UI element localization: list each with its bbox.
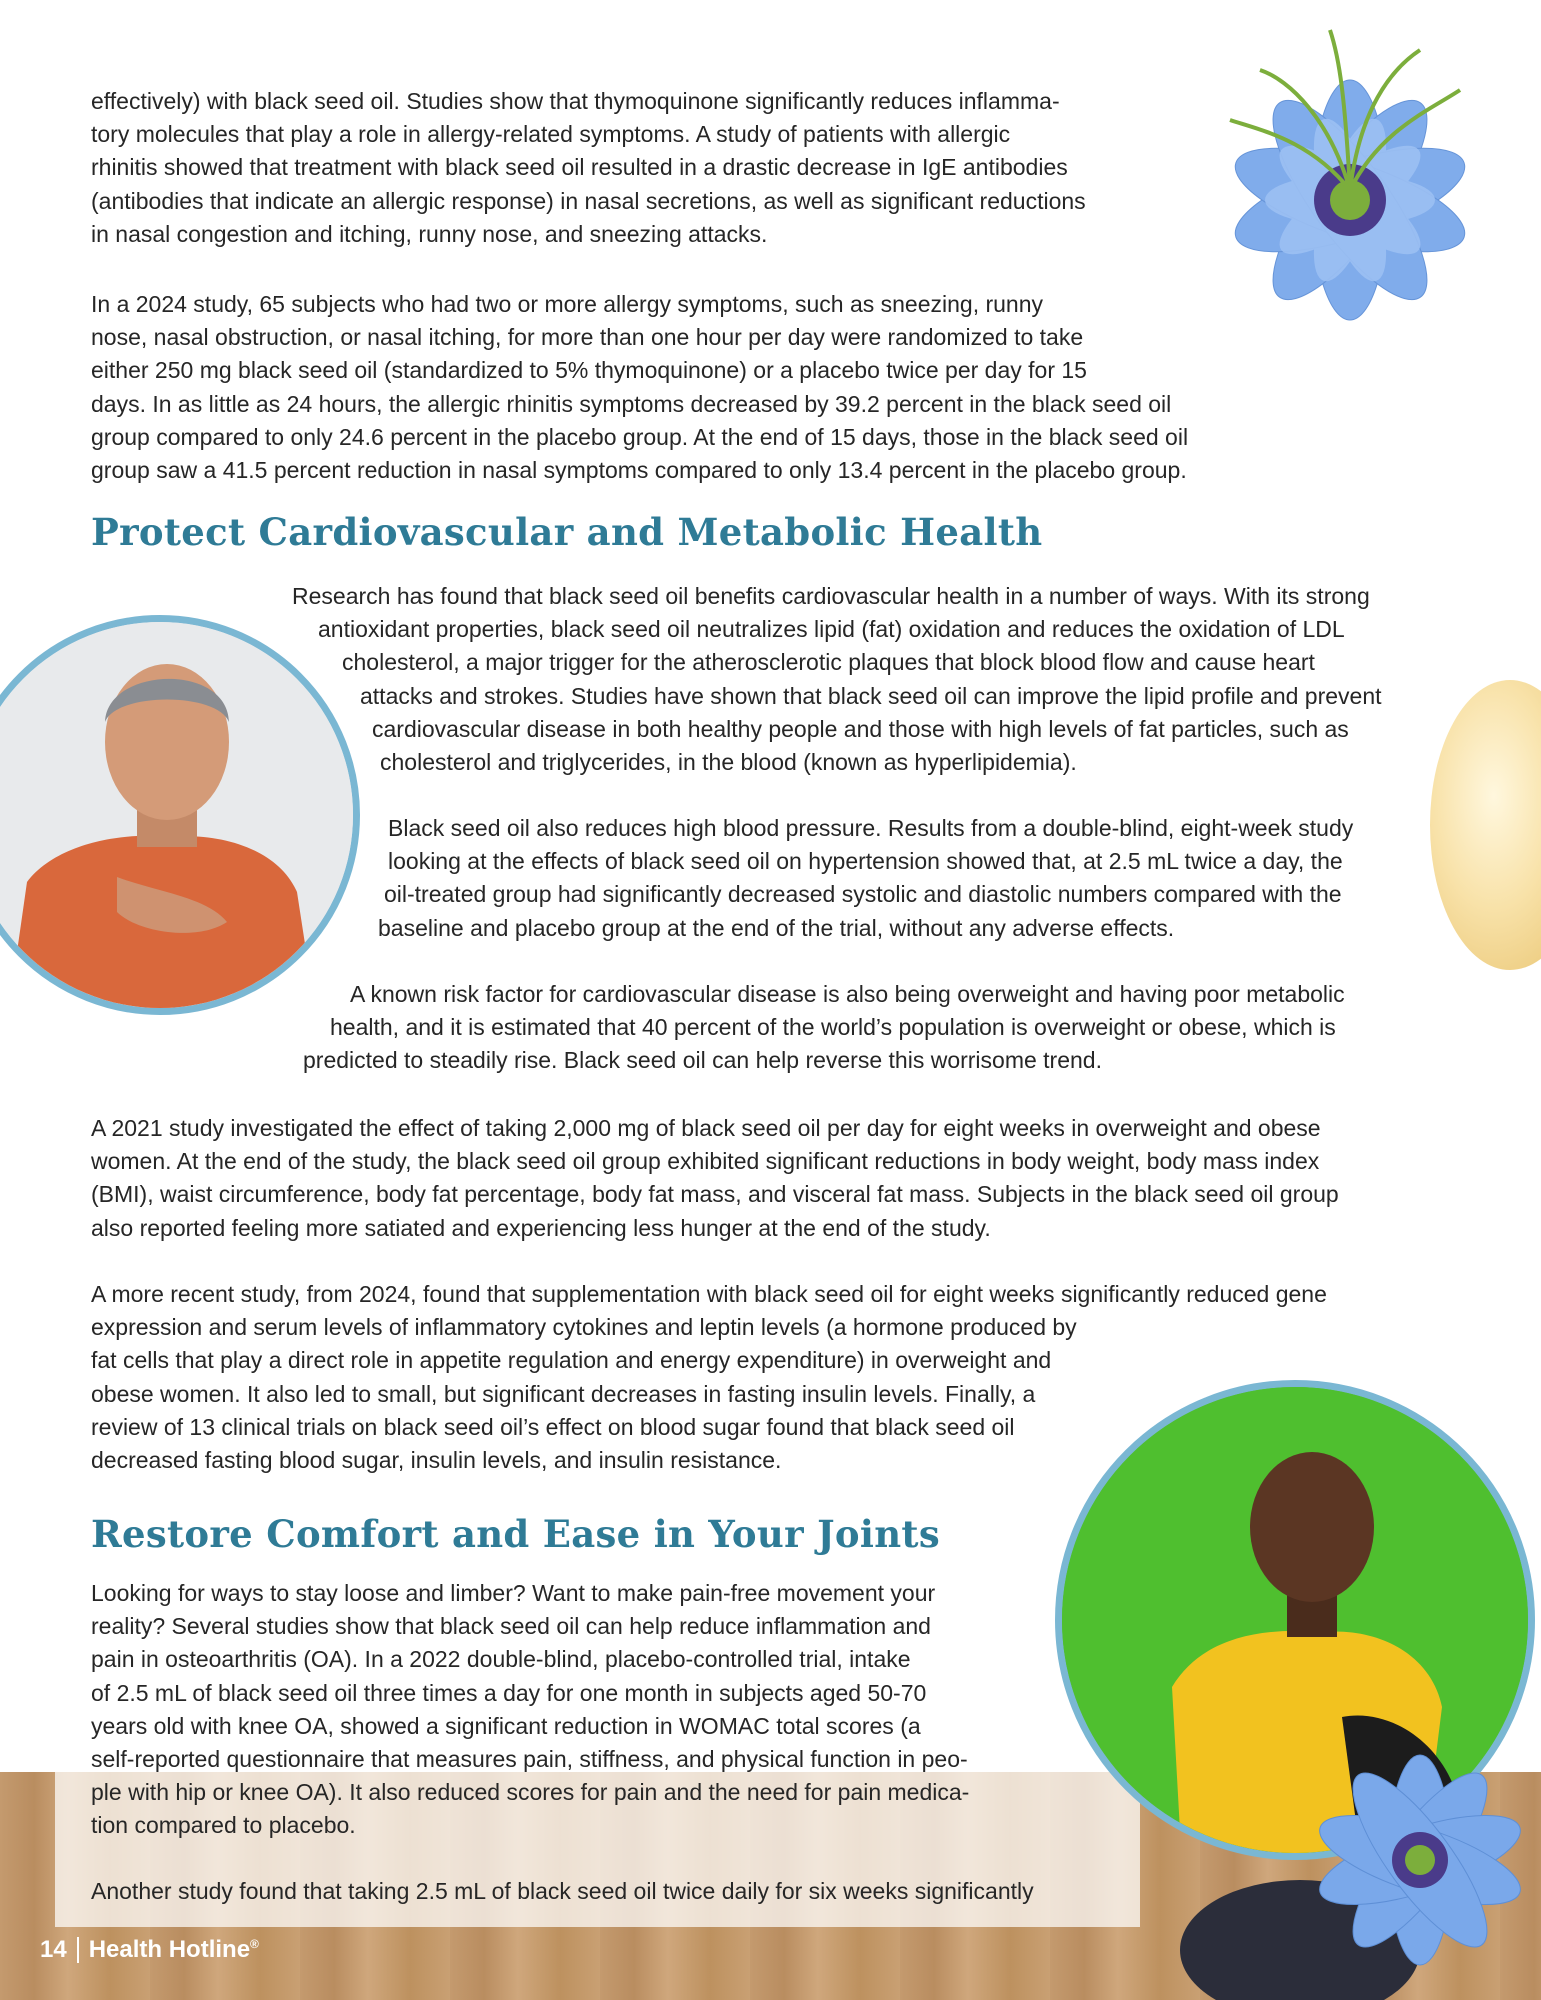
text-line: fat cells that play a direct role in appetite regulation and energy expenditure) in overweight and bbox=[91, 1347, 1052, 1374]
text-line: pain in osteoarthritis (OA). In a 2022 double-blind, placebo-controlled trial, intake bbox=[91, 1646, 911, 1673]
text-line: expression and serum levels of inflammatory cytokines and leptin levels (a hormone produced by bbox=[91, 1314, 1077, 1341]
text-line: antioxidant properties, black seed oil neutralizes lipid (fat) oxidation and reduces the oxidation of LDL bbox=[318, 616, 1345, 643]
text-line: attacks and strokes. Studies have shown that black seed oil can improve the lipid profile and prevent bbox=[360, 682, 1382, 709]
page-footer bbox=[40, 1932, 259, 1968]
text-line: baseline and placebo group at the end of the trial, without any adverse effects. bbox=[378, 914, 1175, 941]
paragraph-blood-pressure bbox=[0, 812, 1353, 945]
text-line: self-reported questionnaire that measures pain, stiffness, and physical function in peo- bbox=[91, 1746, 968, 1773]
text-line: A more recent study, from 2024, found that supplementation with black seed oil for eight weeks significantly reduced gene bbox=[91, 1281, 1327, 1307]
text-line: group compared to only 24.6 percent in the placebo group. At the end of 15 days, those in the black seed oil bbox=[91, 423, 1189, 450]
heading-cardiovascular: Protect Cardiovascular and Metabolic Health bbox=[91, 510, 1043, 554]
text-line: ple with hip or knee OA). It also reduced scores for pain and the need for pain medica- bbox=[91, 1779, 970, 1806]
text-line: rhinitis showed that treatment with black seed oil resulted in a drastic decrease in IgE antibodies bbox=[91, 154, 1068, 181]
text-line: effectively) with black seed oil. Studies show that thymoquinone significantly reduces inflamma- bbox=[91, 88, 1060, 114]
oil-capsule-icon bbox=[1430, 680, 1541, 970]
text-line: Black seed oil also reduces high blood pressure. Results from a double-blind, eight-week study bbox=[388, 815, 1354, 841]
paragraph-allergy-study bbox=[91, 288, 1188, 487]
paragraph-another-study bbox=[91, 1875, 1034, 1908]
text-line: (BMI), waist circumference, body fat percentage, body fat mass, and visceral fat mass. Subjects in the black seed oil group bbox=[91, 1181, 1339, 1208]
text-line: nose, nasal obstruction, or nasal itching, for more than one hour per day were randomized to take bbox=[91, 324, 1084, 351]
paragraph-joints-study bbox=[91, 1577, 969, 1843]
text-line: cholesterol and triglycerides, in the blood (known as hyperlipidemia). bbox=[380, 749, 1077, 776]
text-line: oil-treated group had significantly decreased systolic and diastolic numbers compared with the bbox=[384, 881, 1342, 908]
paragraph-metabolic-risk bbox=[0, 978, 1345, 1078]
nigella-flower-seeds-icon bbox=[1180, 1720, 1541, 2000]
text-line: looking at the effects of black seed oil on hypertension showed that, at 2.5 mL twice a day, the bbox=[388, 848, 1343, 875]
text-line: Another study found that taking 2.5 mL of black seed oil twice daily for six weeks significantly bbox=[91, 1878, 1034, 1904]
text-line: years old with knee OA, showed a significant reduction in WOMAC total scores (a bbox=[91, 1712, 921, 1739]
text-line: In a 2024 study, 65 subjects who had two or more allergy symptoms, such as sneezing, runny bbox=[91, 291, 1044, 317]
paragraph-2024-study bbox=[91, 1278, 1327, 1477]
text-line: cardiovascular disease in both healthy people and those with high levels of fat particles, such as bbox=[372, 715, 1349, 742]
text-line: tory molecules that play a role in allergy-related symptoms. A study of patients with allergic bbox=[91, 121, 1011, 148]
paragraph-2021-study bbox=[91, 1112, 1339, 1245]
paragraph-allergy-intro bbox=[91, 85, 1086, 251]
heading-joints: Restore Comfort and Ease in Your Joints bbox=[91, 1512, 940, 1556]
page-number: 14 bbox=[40, 1936, 67, 1963]
text-line: of 2.5 mL of black seed oil three times a day for one month in subjects aged 50-70 bbox=[91, 1679, 927, 1706]
text-line: Looking for ways to stay loose and limber? Want to make pain-free movement your bbox=[91, 1580, 936, 1606]
text-line: A known risk factor for cardiovascular disease is also being overweight and having poor metabolic bbox=[350, 981, 1345, 1007]
text-line: days. In as little as 24 hours, the allergic rhinitis symptoms decreased by 39.2 percent in the black seed oil bbox=[91, 390, 1172, 417]
text-line: group saw a 41.5 percent reduction in nasal symptoms compared to only 13.4 percent in the placebo group. bbox=[91, 457, 1187, 484]
text-line: (antibodies that indicate an allergic response) in nasal secretions, as well as significant reductions bbox=[91, 187, 1086, 214]
text-line: cholesterol, a major trigger for the atherosclerotic plaques that block blood flow and cause heart bbox=[342, 649, 1315, 676]
text-line: either 250 mg black seed oil (standardized to 5% thymoquinone) or a placebo twice per day for 15 bbox=[91, 357, 1087, 384]
text-line: A 2021 study investigated the effect of taking 2,000 mg of black seed oil per day for eight weeks in overweight and obese bbox=[91, 1115, 1321, 1141]
text-line: Research has found that black seed oil benefits cardiovascular health in a number of ways. With its strong bbox=[292, 583, 1370, 609]
trademark-symbol: ® bbox=[250, 1937, 259, 1951]
paragraph-cardio-research bbox=[0, 580, 1382, 779]
text-line: health, and it is estimated that 40 percent of the world’s population is overweight or obese, which is bbox=[330, 1014, 1336, 1041]
text-line: also reported feeling more satiated and experiencing less hunger at the end of the study. bbox=[91, 1214, 991, 1241]
text-line: in nasal congestion and itching, runny nose, and sneezing attacks. bbox=[91, 220, 768, 247]
text-line: review of 13 clinical trials on black seed oil’s effect on blood sugar found that black seed oil bbox=[91, 1413, 1015, 1440]
text-line: reality? Several studies show that black seed oil can help reduce inflammation and bbox=[91, 1613, 931, 1640]
footer-divider bbox=[77, 1937, 79, 1963]
text-line: women. At the end of the study, the black seed oil group exhibited significant reductions in body weight, body mass index bbox=[91, 1148, 1320, 1175]
text-line: obese women. It also led to small, but significant decreases in fasting insulin levels. Finally, a bbox=[91, 1380, 1036, 1407]
text-line: predicted to steadily rise. Black seed oil can help reverse this worrisome trend. bbox=[303, 1047, 1102, 1074]
nigella-flower-icon bbox=[1160, 10, 1540, 370]
publication-title: Health Hotline bbox=[88, 1936, 251, 1963]
text-line: decreased fasting blood sugar, insulin levels, and insulin resistance. bbox=[91, 1447, 782, 1474]
publication-name bbox=[89, 1936, 259, 1964]
text-line: tion compared to placebo. bbox=[91, 1812, 356, 1839]
